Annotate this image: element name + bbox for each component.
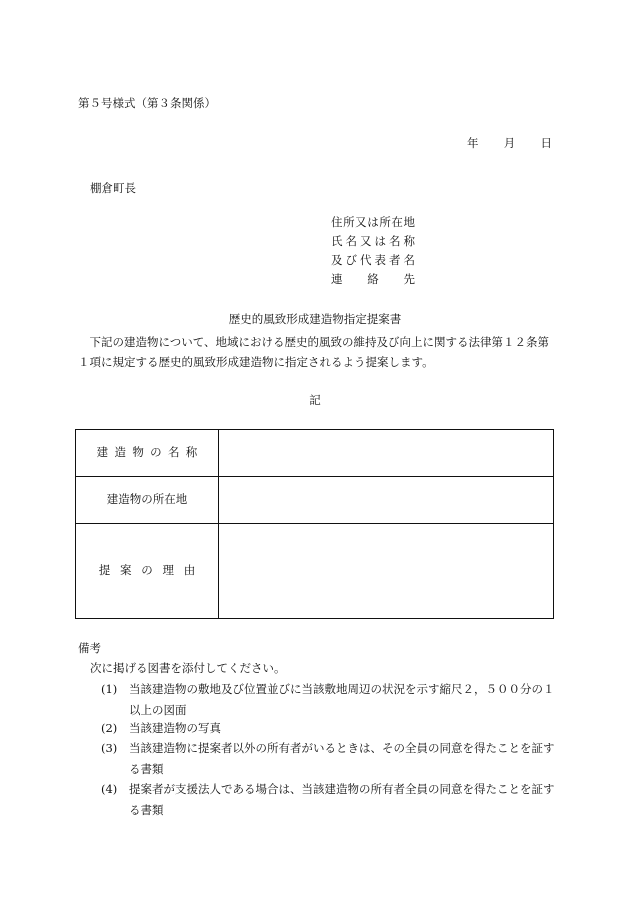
label-char: 又	[355, 215, 367, 229]
date-year-label: 年	[467, 136, 479, 150]
remark-number: (3)	[101, 741, 118, 755]
building-location-field[interactable]	[219, 477, 554, 524]
label-char: 所	[343, 215, 355, 229]
building-name-label	[76, 430, 219, 477]
remark-text: 当該建造物の写真	[129, 721, 221, 735]
applicant-address-label	[331, 217, 415, 236]
label-char: は	[367, 215, 379, 229]
remark-text: 当該建造物の敷地及び位置並びに当該敷地周辺の状況を示す縮尺２，５００分の１以上の図面	[129, 682, 555, 717]
building-info-table	[75, 429, 554, 619]
label-char: 先	[403, 272, 415, 286]
remark-item-3	[101, 738, 556, 779]
building-name-label-text: 建造物の名称	[96, 445, 204, 460]
remarks-intro: 次に掲げる図書を添付してください。	[90, 661, 286, 675]
applicant-contact-label	[331, 274, 415, 293]
remark-item-4	[101, 779, 556, 820]
remark-number: (4)	[101, 782, 118, 796]
building-location-label	[76, 477, 219, 524]
table-row	[76, 430, 554, 477]
remark-text: 提案者が支援法人である場合は、当該建造物の所有者全員の同意を得たことを証する書類	[129, 782, 555, 817]
date-line	[467, 138, 552, 150]
label-char: 表	[374, 253, 386, 267]
label-char: 又	[360, 234, 372, 248]
remark-number: (2)	[101, 721, 118, 735]
addressee: 棚倉町長	[90, 181, 136, 195]
label-char: 所	[379, 215, 391, 229]
label-char: は	[374, 234, 386, 248]
applicant-name-label	[331, 236, 415, 255]
applicant-block	[331, 217, 415, 293]
remark-number: (1)	[101, 682, 118, 696]
label-char: 住	[331, 215, 343, 229]
label-char: 名	[389, 234, 401, 248]
label-char: 及	[331, 253, 343, 267]
building-name-field[interactable]	[219, 430, 554, 477]
proposal-reason-label-text: 提案の理由	[98, 563, 206, 578]
label-char: 称	[403, 234, 415, 248]
label-char: 在	[391, 215, 403, 229]
label-char: 絡	[367, 272, 379, 286]
remark-text: 当該建造物に提案者以外の所有者がいるときは、その全員の同意を得たことを証する書類	[129, 741, 555, 776]
label-char: 代	[360, 253, 372, 267]
table-row	[76, 477, 554, 524]
date-day-label: 日	[540, 136, 552, 150]
date-month-label: 月	[503, 136, 516, 150]
document-title: 歴史的風致形成建造物指定提案書	[228, 312, 402, 326]
remark-item-1	[101, 679, 556, 720]
table-row	[76, 524, 554, 619]
label-char: 連	[331, 272, 343, 286]
document-body: 下記の建造物について、地域における歴史的風致の維持及び向上に関する法律第１２条第１項に規定する歴史的風致形成建造物に指定されるよう提案します。	[78, 335, 550, 369]
label-char: び	[345, 253, 357, 267]
building-location-label-text: 建造物の所在地	[106, 492, 188, 507]
proposal-reason-field[interactable]	[219, 524, 554, 619]
form-number: 第５号様式（第３条関係）	[78, 96, 216, 110]
remark-item-2	[101, 718, 556, 739]
label-char: 名	[403, 253, 415, 267]
proposal-reason-label	[76, 524, 219, 619]
ki-label: 記	[309, 393, 321, 407]
remarks-title: 備考	[78, 641, 101, 655]
label-char: 者	[389, 253, 401, 267]
label-char: 地	[403, 215, 415, 229]
label-char: 名	[345, 234, 357, 248]
label-char: 氏	[331, 234, 343, 248]
